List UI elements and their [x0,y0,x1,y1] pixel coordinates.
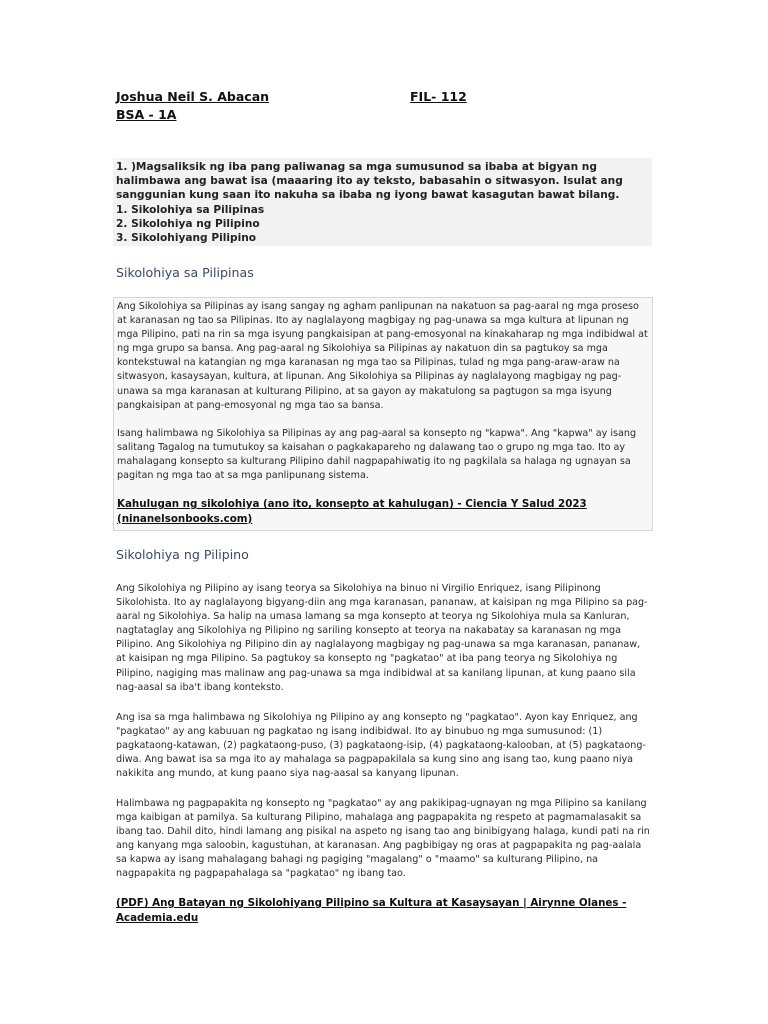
section1-paragraph-1: Ang Sikolohiya sa Pilipinas ay isang sangay ng agham panlipunan na nakatuon sa pag-aaral ng mga proseso at karanasan ng tao sa Pilipinas. Ito ay naglalayong magbigay ng pag-unawa sa mga kultura at lipunan ng mga Pilipino, pati na rin sa mga isyung pangkaisipan at pang-emosyonal na kinakaharap ng mga indibidwal at ng mga grupo sa bansa. Ang pag-aaral ng Sikolohiya sa Pilipinas ay nakatuon din sa pagtukoy sa mga kontekstuwal na katangian ng mga karanasan ng mga tao sa Pilipinas, tulad ng mga pang-araw-araw na sitwasyon, kasaysayan, kultura, at lipunan. Ang Sikolohiya sa Pilipinas ay naglalayong magbigay ng pag-unawa sa mga karanasan at kulturang Pilipino, at sa gayon ay makatulong sa pagtugon sa mga isyung pangkaisipan at pang-emosyonal ng mga tao sa bansa. [117,301,648,411]
student-section: BSA - 1A [116,107,177,122]
question-item-1: 1. Sikolohiya sa Pilipinas [116,203,265,216]
section2-paragraph-3 [116,797,651,882]
section1-source-link[interactable]: Kahulugan ng sikolohiya (ano ito, konsepto at kahulugan) - Ciencia Y Salud 2023 (ninanelsonbooks.com) [117,498,587,525]
section2-source-link[interactable]: (PDF) Ang Batayan ng Sikolohiyang Pilipino sa Kultura at Kasaysayan | Airynne Olanes - Academia.edu [116,897,627,924]
course-code: FIL- 112 [410,89,467,104]
question-box [113,158,652,246]
section2-paragraph-2 [116,711,651,781]
question-text: 1. )Magsaliksik ng iba pang paliwanag sa mga sumusunod sa ibaba at bigyan ng halimbawa ang bawat isa (maaaring ito ay teksto, babasahin o sitwasyon. Isulat ang sanggunian kung saan ito nakuha sa ibaba ng iyong bawat kasagutan bawat bilang. [116,161,623,202]
section2-paragraph-2-text: Ang isa sa mga halimbawa ng Sikolohiya ng Pilipino ay ang konsepto ng "pagkatao". Ayon kay Enriquez, ang "pagkatao" ay ang kabuuan ng pagkatao ng isang indibidwal. Ito ay binubuo ng mga sumusunod: (1) pagkataong-katawan, (2) pagkataong-puso, (3) pagkataong-isip, (4) pagkataong-kalooban, at (5) pagkataong-diwa. Ang bawat isa sa mga ito ay mahalaga sa pagpapakilala sa kung sino ang isang tao, kung paano niya nakikita ang mundo, at kung paano siya nag-aasal sa kanyang lipunan. [116,712,646,780]
section2-heading: Sikolohiya ng Pilipino [116,547,249,562]
section2-paragraph-3-text: Halimbawa ng pagpapakita ng konsepto ng "pagkatao" ay ang pakikipag-ugnayan ng mga Pilipino sa kanilang mga kaibigan at pamilya. Sa kulturang Pilipino, mahalaga ang pagpapakita ng respeto at pagmamalasakit sa ibang tao. Dahil dito, hindi lamang ang pisikal na aspeto ng isang tao ang binibigyang halaga, kundi pati na rin ang kanyang mga saloobin, kagustuhan, at karanasan. Ang pagbibigay ng oras at pagpapakita ng pag-aalala sa kapwa ay isang mahalagang bahagi ng pagiging "magalang" o "maamo" sa kulturang Pilipino, na nagpapakita ng pagpapahalaga sa "pagkatao" ng ibang tao. [116,798,650,880]
section1-heading: Sikolohiya sa Pilipinas [116,265,254,280]
section1-box [113,297,653,531]
question-item-3: 3. Sikolohiyang Pilipino [116,232,257,245]
section1-paragraph-2: Isang halimbawa ng Sikolohiya sa Pilipinas ay ang pag-aaral sa konsepto ng "kapwa". Ang "kapwa" ay isang salitang Tagalog na tumutukoy sa kaisahan o pagkakapareho ng dalawang tao o grupo ng mga tao. Ito ay mahalagang konsepto sa kulturang Pilipino dahil nagpapahiwatig ito ng pagkilala sa halaga ng ugnayan sa pagitan ng mga tao at sa mga panlipunang sistema. [117,427,637,482]
section2-paragraph-1 [116,582,651,695]
question-item-2: 2. Sikolohiya ng Pilipino [116,217,260,230]
section2-paragraph-1-text: Ang Sikolohiya ng Pilipino ay isang teorya sa Sikolohiya na binuo ni Virgilio Enriquez, isang Pilipinong Sikolohista. Ito ay naglalayong bigyang-diin ang mga karanasan, pananaw, at kaisipan ng mga Pilipino sa pag-aaral ng Sikolohiya. Sa halip na umasa lamang sa mga konsepto at teorya ng Sikolohiya mula sa Kanluran, nagtataglay ang Sikolohiya ng Pilipino ng sariling konsepto at teorya na nakabatay sa karanasan ng mga Pilipino. Ang Sikolohiya ng Pilipino din ay naglalayong magbigay ng pag-unawa sa mga karanasan, pananaw, at kaisipan ng mga Pilipino. Sa pagtukoy sa konsepto ng "pagkatao" at iba pang teorya ng Sikolohiya ng Pilipino, nagiging mas malinaw ang pag-unawa sa mga indibidwal at sa kanilang lipunan, at kung paano sila nag-aasal sa iba't ibang konteksto. [116,583,648,693]
student-name: Joshua Neil S. Abacan [116,89,270,104]
